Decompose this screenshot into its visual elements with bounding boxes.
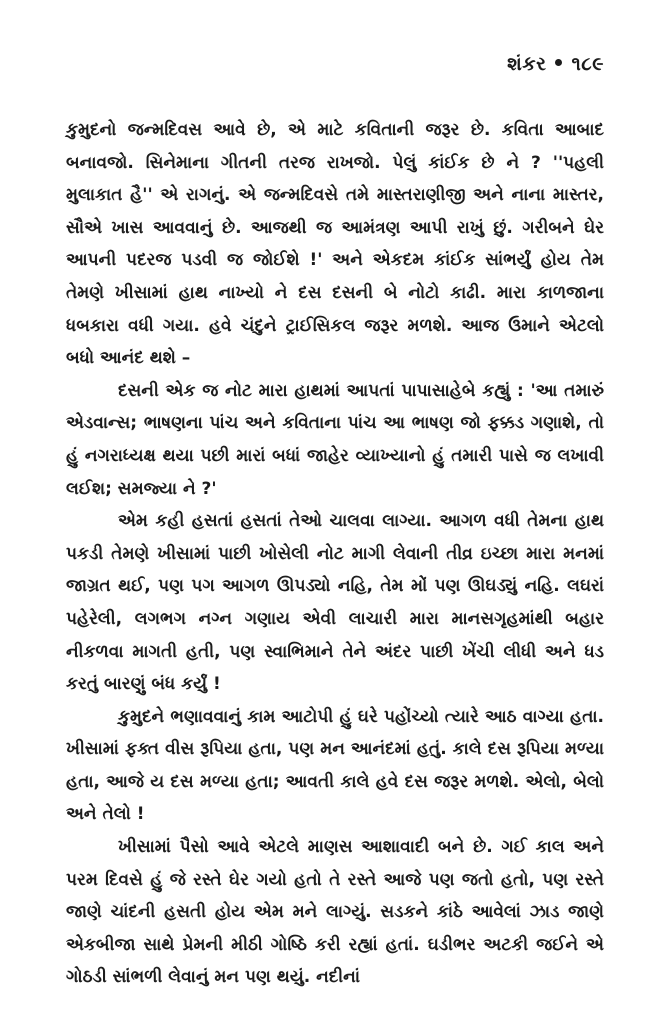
paragraph-1: કુમુદનો જન્મદિવસ આવે છે, એ માટે કવિતાની જરૂર છે. કવિતા આબાદ બનાવજો. સિનેમાના ગીતની તરજ રાખજો. પેલું કાંઈક છે ને ? ''પહલી મુલાકાત હૈ'' એ રાગનું. એ જન્મદિવસે તમે માસ્તરાણીજી અને નાના માસ્તર, સૌએ ખાસ આવવાનું છે. આજથી જ આમંત્રણ આપી રાખું છું. ગરીબને ઘેર આપની પદરજ પડવી જ જોઈશે !' અને એકદમ કાંઈક સાંભર્યું હોય તેમ તેમણે ખીસામાં હાથ નાખ્યો ને દસ દસની બે નોટો કાઢી. મારા કાળજાના ધબકારા વધી ગયા. હવે ચંદુને ટ્રાઈસિકલ જરૂર મળશે. આજ ઉમાને એટલો બધો આનંદ થશે – <box>66 120 604 369</box>
page-number: ૧૮૯ <box>571 53 604 75</box>
running-head <box>66 52 604 76</box>
separator-dot-icon <box>555 59 562 66</box>
page-body <box>66 114 604 994</box>
paragraph-5: ખીસામાં પૈસો આવે એટલે માણસ આશાવાદી બને છે. ગઈ કાલ અને પરમ દિવસે હું જે રસ્તે ઘેર ગયો હતો તે રસ્તે આજે પણ જતો હતો, પણ રસ્તે જાણે ચાંદની હસતી હોય એમ મને લાગ્યું. સડકને કાંઠે આવેલાં ઝાડ જાણે એકબીજા સાથે પ્રેમની મીઠી ગોષ્ઠિ કરી રહ્યાં હતાં. ઘડીભર અટકી જઈને એ ગોઠડી સાંભળી લેવાનું મન પણ થયું. નદીનાં <box>66 837 604 988</box>
paragraph-4: કુમુદને ભણાવવાનું કામ આટોપી હું ઘરે પહોંચ્યો ત્યારે આઠ વાગ્યા હતા. ખીસામાં ફક્ત વીસ રૂપિયા હતા, પણ મન આનંદમાં હતું. કાલે દસ રૂપિયા મળ્યા હતા, આજે ય દસ મળ્યા હતા; આવતી કાલે હવે દસ જરૂર મળશે. એલો, બેલો અને તેલો ! <box>66 706 604 825</box>
paragraph-3: એમ કહી હસતાં હસતાં તેઓ ચાલવા લાગ્યા. આગળ વધી તેમના હાથ પકડી તેમણે ખીસામાં પાછી ખોસેલી નોટ માગી લેવાની તીવ્ર ઇચ્છા મારા મનમાં જાગ્રત થઈ, પણ પગ આગળ ઊપડ્યો નહિ, તેમ મોં પણ ઊઘડ્યું નહિ. લઘરાં પહેરેલી, લગભગ નગ્ન ગણાય એવી લાચારી મારા માનસગૃહમાંથી બહાર નીકળવા માગતી હતી, પણ સ્વાભિમાને તેને અંદર પાછી ખેંચી લીધી અને ધડ કરતું બારણું બંધ કર્યું ! <box>66 511 604 695</box>
paragraph-2: દસની એક જ નોટ મારા હાથમાં આપતાં પાપાસાહેબે કહ્યું : 'આ તમારું એડવાન્સ; ભાષણના પાંચ અને કવિતાના પાંચ આ ભાષણ જો ફક્કડ ગણાશે, તો હું નગરાધ્યક્ષ થયા પછી મારાં બધાં જાહેર વ્યાખ્યાનો હું તમારી પાસે જ લખાવી લઈશ; સમજ્યા ને ?' <box>66 380 604 499</box>
book-title: શંકર <box>507 53 547 75</box>
